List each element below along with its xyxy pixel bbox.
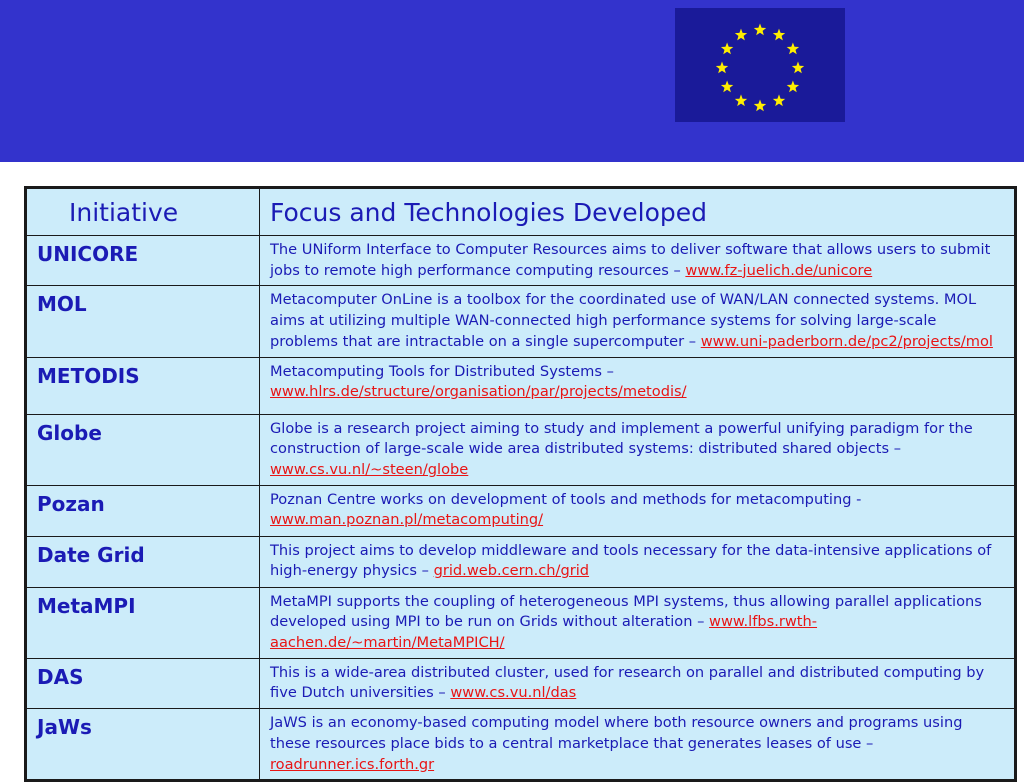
initiative-name: Date Grid <box>26 536 260 587</box>
flag-star-icon <box>773 29 785 41</box>
column-header-focus: Focus and Technologies Developed <box>260 188 1016 236</box>
table-row <box>26 357 1016 414</box>
initiative-link[interactable]: www.uni-paderborn.de/pc2/projects/mol <box>700 332 993 350</box>
table-row <box>26 236 1016 286</box>
table-row <box>26 709 1016 781</box>
initiative-description <box>260 587 1016 658</box>
flag-star-icon <box>735 94 747 106</box>
header-banner <box>0 0 1024 162</box>
initiative-name: Globe <box>26 414 260 485</box>
description-text: This is a wide-area distributed cluster, used for research on parallel and distributed computing by five Dutch universities – <box>270 663 985 702</box>
initiative-name: MetaMPI <box>26 587 260 658</box>
initiative-description <box>260 286 1016 357</box>
flag-star-icon <box>792 62 804 74</box>
table-row <box>26 485 1016 536</box>
description-text: Poznan Centre works on development of tools and methods for metacomputing - <box>270 490 862 508</box>
initiative-description <box>260 414 1016 485</box>
initiative-link[interactable]: www.cs.vu.nl/~steen/globe <box>270 460 469 478</box>
initiatives-table-container <box>24 186 1017 782</box>
initiative-name: JaWs <box>26 709 260 781</box>
initiative-description <box>260 658 1016 708</box>
initiative-description <box>260 357 1016 414</box>
flag-star-icon <box>787 43 799 55</box>
initiative-name: MOL <box>26 286 260 357</box>
initiatives-table <box>24 186 1017 782</box>
description-text: MetaMPI supports the coupling of heterogeneous MPI systems, thus allowing parallel applications developed using MPI to be run on Grids without alteration – <box>270 592 982 631</box>
initiative-link[interactable]: www.man.poznan.pl/metacomputing/ <box>270 511 544 529</box>
table-row <box>26 536 1016 587</box>
initiative-name: Pozan <box>26 485 260 536</box>
flag-star-icon <box>721 81 733 93</box>
initiative-name: METODIS <box>26 357 260 414</box>
flag-star-icon <box>721 43 733 55</box>
flag-star-icon <box>787 81 799 93</box>
initiative-link[interactable]: www.hlrs.de/structure/organisation/par/projects/metodis/ <box>270 383 687 401</box>
flag-star-icon <box>754 100 766 112</box>
description-text: JaWS is an economy-based computing model where both resource owners and programs using these resources place bids to a central marketplace that generates leases of use – <box>270 714 963 752</box>
initiative-link[interactable]: grid.web.cern.ch/grid <box>433 562 590 580</box>
initiative-name: DAS <box>26 658 260 708</box>
table-body <box>26 236 1016 781</box>
initiative-link[interactable]: www.fz-juelich.de/unicore <box>685 261 873 279</box>
table-row <box>26 658 1016 708</box>
table-header-row <box>26 188 1016 236</box>
eu-flag-icon <box>675 8 845 122</box>
flag-star-icon <box>773 94 785 106</box>
table-row <box>26 414 1016 485</box>
table-row <box>26 587 1016 658</box>
description-text: This project aims to develop middleware and tools necessary for the data-intensive applications of high-energy physics – <box>270 541 992 580</box>
initiative-description <box>260 709 1016 781</box>
table-row <box>26 286 1016 357</box>
flag-star-icon <box>754 24 766 36</box>
description-text: Metacomputer OnLine is a toolbox for the coordinated use of WAN/LAN connected systems. MOL aims at utilizing multiple WAN-connected high performance systems for solving large-scale problems that are intractable on a single supercomputer – <box>270 291 977 350</box>
initiative-name: UNICORE <box>26 236 260 286</box>
description-text: Globe is a research project aiming to study and implement a powerful unifying paradigm for the construction of large-scale wide area distributed systems: distributed shared objects – <box>270 419 973 458</box>
flag-star-icon <box>735 29 747 41</box>
initiative-link[interactable]: roadrunner.ics.forth.gr <box>270 755 435 773</box>
description-text: The UNiform Interface to Computer Resources aims to deliver software that allows users to submit jobs to remote high performance computing resources – <box>270 241 991 279</box>
column-header-initiative: Initiative <box>26 188 260 236</box>
initiative-description <box>260 536 1016 587</box>
initiative-link[interactable]: www.cs.vu.nl/das <box>450 684 577 702</box>
initiative-link[interactable]: www.lfbs.rwth-aachen.de/~martin/MetaMPICH/ <box>270 613 818 652</box>
description-text: Metacomputing Tools for Distributed Systems – <box>270 362 614 380</box>
initiative-description <box>260 236 1016 286</box>
flag-star-icon <box>716 62 728 74</box>
initiative-description <box>260 485 1016 536</box>
